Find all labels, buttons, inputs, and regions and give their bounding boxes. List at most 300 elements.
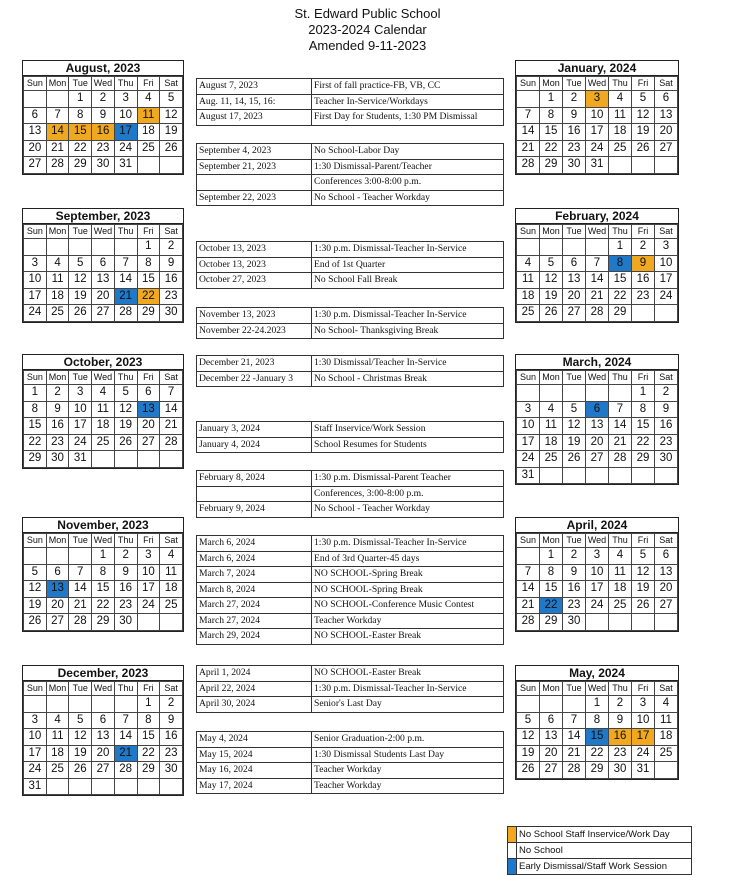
week-row [517, 107, 678, 124]
day-cell: 2 [632, 239, 655, 256]
day-name: Sun [24, 371, 47, 385]
day-cell: 25 [540, 451, 563, 468]
legend-label: Early Dismissal/Staff Work Session [517, 859, 692, 875]
day-cell: 9 [114, 564, 137, 581]
day-cell: 7 [563, 712, 586, 729]
day-cell: 17 [586, 581, 609, 598]
day-cell: 17 [517, 434, 540, 451]
event-group [196, 731, 504, 794]
event-date: February 8, 2024 [197, 471, 312, 487]
day-cell: 23 [655, 434, 678, 451]
day-cell: 12 [563, 418, 586, 435]
month-calendar [515, 208, 679, 323]
day-name: Sat [655, 682, 678, 696]
day-cell: 25 [92, 434, 115, 451]
day-cell: 26 [160, 140, 183, 157]
empty-day-cell [114, 696, 137, 713]
day-name: Tue [69, 682, 92, 696]
event-row [197, 190, 504, 206]
event-group [196, 665, 504, 713]
empty-day-cell [24, 548, 47, 565]
empty-day-cell [609, 385, 632, 402]
day-name: Sat [655, 534, 678, 548]
day-cell: 24 [586, 597, 609, 614]
event-row [197, 486, 504, 502]
month-title: August, 2023 [23, 61, 183, 76]
day-name: Mon [46, 371, 69, 385]
event-row [197, 356, 504, 372]
day-name: Thu [114, 225, 137, 239]
day-name: Thu [609, 77, 632, 91]
week-row [517, 255, 678, 272]
event-description: Teacher Workday [312, 778, 504, 794]
day-cell: 15 [540, 124, 563, 141]
empty-day-cell [586, 467, 609, 484]
day-name: Sun [517, 371, 540, 385]
day-cell: 4 [517, 255, 540, 272]
day-cell: 17 [655, 272, 678, 289]
week-row [517, 581, 678, 598]
day-cell: 31 [632, 762, 655, 779]
event-date: May 15, 2024 [197, 747, 312, 763]
day-cell: 11 [137, 107, 160, 124]
month-calendar [515, 517, 679, 632]
event-date: January 3, 2024 [197, 422, 312, 438]
day-cell: 12 [69, 272, 92, 289]
day-cell: 11 [517, 272, 540, 289]
event-row [197, 257, 504, 273]
day-names-row [517, 534, 678, 548]
day-cell: 22 [24, 434, 47, 451]
event-row [197, 308, 504, 324]
day-cell: 24 [137, 597, 160, 614]
day-cell: 17 [632, 729, 655, 746]
event-description: Staff Inservice/Work Session [312, 422, 504, 438]
day-cell: 31 [114, 157, 137, 174]
week-row [517, 288, 678, 305]
day-cell: 10 [24, 272, 47, 289]
event-date: January 4, 2024 [197, 437, 312, 453]
event-row [197, 567, 504, 583]
day-cell: 13 [92, 272, 115, 289]
week-row [24, 762, 183, 779]
day-cell: 16 [160, 729, 183, 746]
day-name: Sat [655, 77, 678, 91]
event-date: August 17, 2023 [197, 110, 312, 126]
week-row [517, 157, 678, 174]
day-cell: 15 [609, 272, 632, 289]
day-cell: 25 [160, 597, 183, 614]
day-cell: 22 [586, 745, 609, 762]
day-cell: 30 [563, 614, 586, 631]
week-row [517, 745, 678, 762]
day-cell: 8 [540, 107, 563, 124]
day-cell: 15 [586, 729, 609, 746]
day-cell: 29 [24, 451, 47, 468]
day-cell: 19 [69, 745, 92, 762]
day-cell: 26 [69, 305, 92, 322]
event-date: March 29, 2024 [197, 629, 312, 645]
day-name: Thu [609, 225, 632, 239]
day-cell: 1 [24, 385, 47, 402]
day-cell: 11 [609, 107, 632, 124]
day-cell: 21 [160, 418, 183, 435]
day-cell: 15 [137, 729, 160, 746]
empty-day-cell [563, 467, 586, 484]
day-name: Wed [92, 682, 115, 696]
week-row [24, 157, 183, 174]
empty-day-cell [609, 157, 632, 174]
day-cell: 16 [655, 418, 678, 435]
day-cell: 1 [137, 239, 160, 256]
day-cell: 19 [563, 434, 586, 451]
day-names-row [517, 77, 678, 91]
day-cell: 25 [46, 762, 69, 779]
day-name: Wed [586, 225, 609, 239]
day-cell: 20 [586, 434, 609, 451]
day-name: Mon [540, 77, 563, 91]
day-cell: 25 [517, 305, 540, 322]
empty-day-cell [655, 157, 678, 174]
day-cell: 20 [655, 581, 678, 598]
day-cell: 14 [609, 418, 632, 435]
day-cell: 21 [114, 745, 137, 762]
day-cell: 16 [92, 124, 115, 141]
day-cell: 12 [69, 729, 92, 746]
day-cell: 20 [137, 418, 160, 435]
event-date: October 13, 2023 [197, 242, 312, 258]
day-name: Tue [69, 371, 92, 385]
day-name: Mon [46, 77, 69, 91]
empty-day-cell [46, 239, 69, 256]
week-row [517, 564, 678, 581]
week-row [517, 451, 678, 468]
week-row [517, 239, 678, 256]
empty-day-cell [517, 385, 540, 402]
empty-day-cell [632, 614, 655, 631]
event-row [197, 371, 504, 387]
day-cell: 31 [24, 778, 47, 795]
day-name: Wed [586, 77, 609, 91]
day-name: Fri [137, 225, 160, 239]
empty-day-cell [92, 451, 115, 468]
month-title: October, 2023 [23, 355, 183, 370]
day-name: Thu [609, 371, 632, 385]
day-cell: 9 [46, 401, 69, 418]
day-name: Sun [517, 534, 540, 548]
day-cell: 4 [609, 91, 632, 108]
day-cell: 30 [160, 762, 183, 779]
empty-day-cell [517, 696, 540, 713]
day-cell: 22 [540, 597, 563, 614]
month-grid [516, 76, 678, 174]
day-cell: 24 [114, 140, 137, 157]
day-cell: 23 [609, 745, 632, 762]
amended-date: Amended 9-11-2023 [308, 38, 427, 53]
day-cell: 12 [632, 564, 655, 581]
event-row [197, 242, 504, 258]
day-cell: 4 [160, 548, 183, 565]
day-name: Sun [24, 682, 47, 696]
day-names-row [517, 371, 678, 385]
day-name: Sat [655, 371, 678, 385]
day-cell: 27 [137, 434, 160, 451]
day-cell: 11 [609, 564, 632, 581]
event-date: March 27, 2024 [197, 598, 312, 614]
day-cell: 14 [586, 272, 609, 289]
day-cell: 18 [609, 124, 632, 141]
day-cell: 15 [540, 581, 563, 598]
day-cell: 3 [69, 385, 92, 402]
week-row [24, 597, 183, 614]
day-cell: 9 [632, 255, 655, 272]
event-date: September 22, 2023 [197, 190, 312, 206]
day-name: Thu [114, 682, 137, 696]
day-cell: 10 [24, 729, 47, 746]
event-description: NO SCHOOL-Spring Break [312, 567, 504, 583]
empty-day-cell [540, 467, 563, 484]
event-description: No School - Teacher Workday [312, 190, 504, 206]
day-cell: 1 [632, 385, 655, 402]
week-row [24, 305, 183, 322]
day-cell: 6 [92, 255, 115, 272]
day-cell: 10 [632, 712, 655, 729]
day-cell: 14 [563, 729, 586, 746]
day-cell: 5 [160, 91, 183, 108]
day-cell: 29 [540, 614, 563, 631]
day-cell: 28 [46, 157, 69, 174]
day-cell: 7 [114, 255, 137, 272]
day-cell: 18 [137, 124, 160, 141]
day-cell: 27 [92, 762, 115, 779]
day-cell: 6 [563, 255, 586, 272]
legend-swatch-blue [508, 859, 517, 875]
event-date [197, 175, 312, 191]
day-cell: 7 [517, 564, 540, 581]
day-cell: 27 [24, 157, 47, 174]
event-row [197, 681, 504, 697]
day-cell: 27 [46, 614, 69, 631]
day-cell: 22 [69, 140, 92, 157]
day-name: Sun [24, 534, 47, 548]
empty-day-cell [69, 696, 92, 713]
empty-day-cell [586, 614, 609, 631]
legend-row [508, 859, 692, 875]
event-description: NO SCHOOL-Conference Music Contest [312, 598, 504, 614]
event-description: First Day for Students, 1:30 PM Dismissal [312, 110, 504, 126]
event-group [196, 355, 504, 387]
day-cell: 26 [540, 305, 563, 322]
event-description: No School - Teacher Workday [312, 502, 504, 518]
day-name: Fri [632, 371, 655, 385]
day-cell: 3 [632, 696, 655, 713]
day-cell: 1 [92, 548, 115, 565]
event-row [197, 763, 504, 779]
day-name: Sat [160, 682, 183, 696]
event-row [197, 629, 504, 645]
day-cell: 29 [92, 614, 115, 631]
day-name: Wed [92, 534, 115, 548]
day-cell: 28 [517, 157, 540, 174]
day-cell: 5 [24, 564, 47, 581]
event-row [197, 598, 504, 614]
event-row [197, 273, 504, 289]
day-cell: 7 [46, 107, 69, 124]
empty-day-cell [160, 778, 183, 795]
day-cell: 9 [160, 255, 183, 272]
week-row [24, 548, 183, 565]
day-name: Mon [540, 225, 563, 239]
day-cell: 16 [563, 124, 586, 141]
day-cell: 21 [114, 288, 137, 305]
day-cell: 4 [46, 712, 69, 729]
day-cell: 17 [24, 745, 47, 762]
event-date: December 21, 2023 [197, 356, 312, 372]
calendar-year: 2023-2024 Calendar [308, 22, 427, 37]
day-cell: 3 [586, 91, 609, 108]
day-name: Mon [540, 534, 563, 548]
week-row [517, 305, 678, 322]
day-cell: 15 [69, 124, 92, 141]
school-name: St. Edward Public School [294, 6, 441, 21]
day-cell: 25 [609, 140, 632, 157]
day-names-row [517, 225, 678, 239]
day-cell: 19 [69, 288, 92, 305]
event-description: Conferences, 3:00-8:00 p.m. [312, 486, 504, 502]
day-cell: 4 [655, 696, 678, 713]
day-cell: 24 [24, 305, 47, 322]
day-cell: 23 [46, 434, 69, 451]
month-grid [23, 76, 183, 174]
day-cell: 21 [586, 288, 609, 305]
week-row [517, 401, 678, 418]
week-row [517, 597, 678, 614]
calendar-header [0, 6, 735, 54]
day-name: Mon [46, 534, 69, 548]
day-cell: 20 [46, 597, 69, 614]
day-cell: 23 [160, 745, 183, 762]
day-cell: 28 [114, 762, 137, 779]
day-name: Fri [632, 534, 655, 548]
event-description: No School- Thanksgiving Break [312, 323, 504, 339]
week-row [517, 385, 678, 402]
month-title: December, 2023 [23, 666, 183, 681]
event-description: NO SCHOOL-Spring Break [312, 582, 504, 598]
event-description: 1:30 p.m. Dismissal-Teacher In-Service [312, 242, 504, 258]
day-cell: 12 [540, 272, 563, 289]
day-cell: 29 [137, 305, 160, 322]
event-date: November 22-24.2023 [197, 323, 312, 339]
day-cell: 29 [632, 451, 655, 468]
day-cell: 21 [563, 745, 586, 762]
day-cell: 21 [517, 597, 540, 614]
event-description: No School - Christmas Break [312, 371, 504, 387]
day-cell: 10 [655, 255, 678, 272]
day-cell: 17 [114, 124, 137, 141]
day-cell: 3 [24, 712, 47, 729]
day-cell: 14 [69, 581, 92, 598]
week-row [517, 696, 678, 713]
day-cell: 16 [160, 272, 183, 289]
event-description: 1:30 p.m. Dismissal-Parent Teacher [312, 471, 504, 487]
day-name: Fri [632, 682, 655, 696]
day-cell: 20 [92, 745, 115, 762]
day-name: Sat [160, 371, 183, 385]
day-cell: 11 [46, 729, 69, 746]
day-cell: 30 [609, 762, 632, 779]
day-cell: 19 [24, 597, 47, 614]
day-cell: 2 [46, 385, 69, 402]
day-cell: 10 [586, 564, 609, 581]
empty-day-cell [632, 467, 655, 484]
day-cell: 2 [563, 91, 586, 108]
day-name: Thu [609, 534, 632, 548]
day-cell: 3 [586, 548, 609, 565]
day-cell: 18 [517, 288, 540, 305]
empty-day-cell [69, 548, 92, 565]
week-row [24, 140, 183, 157]
empty-day-cell [160, 614, 183, 631]
day-cell: 26 [563, 451, 586, 468]
empty-day-cell [540, 696, 563, 713]
day-cell: 16 [632, 272, 655, 289]
day-cell: 5 [632, 91, 655, 108]
empty-day-cell [69, 778, 92, 795]
event-date: April 22, 2024 [197, 681, 312, 697]
day-cell: 27 [92, 305, 115, 322]
day-cell: 30 [655, 451, 678, 468]
day-name: Fri [137, 682, 160, 696]
day-cell: 8 [92, 564, 115, 581]
event-row [197, 110, 504, 126]
day-cell: 10 [69, 401, 92, 418]
event-description: 1:30 p.m. Dismissal-Teacher In-Service [312, 536, 504, 552]
day-cell: 27 [540, 762, 563, 779]
day-cell: 23 [563, 597, 586, 614]
day-cell: 21 [609, 434, 632, 451]
empty-day-cell [137, 157, 160, 174]
empty-day-cell [609, 614, 632, 631]
month-title: November, 2023 [23, 518, 183, 533]
empty-day-cell [114, 239, 137, 256]
event-date: February 9, 2024 [197, 502, 312, 518]
event-description: No School Fall Break [312, 273, 504, 289]
day-cell: 10 [517, 418, 540, 435]
day-cell: 20 [655, 124, 678, 141]
event-date: March 7, 2024 [197, 567, 312, 583]
day-cell: 7 [69, 564, 92, 581]
day-cell: 3 [655, 239, 678, 256]
event-description: First of fall practice-FB, VB, CC [312, 79, 504, 95]
event-date: Aug. 11, 14, 15, 16: [197, 94, 312, 110]
day-cell: 24 [24, 762, 47, 779]
day-cell: 1 [137, 696, 160, 713]
day-cell: 30 [92, 157, 115, 174]
event-description: 1:30 Dismissal/Teacher In-Service [312, 356, 504, 372]
day-cell: 3 [137, 548, 160, 565]
empty-day-cell [540, 239, 563, 256]
day-cell: 22 [540, 140, 563, 157]
day-cell: 19 [632, 124, 655, 141]
day-cell: 14 [46, 124, 69, 141]
day-cell: 19 [160, 124, 183, 141]
day-cell: 24 [586, 140, 609, 157]
day-cell: 28 [517, 614, 540, 631]
week-row [24, 614, 183, 631]
week-row [24, 418, 183, 435]
day-cell: 25 [609, 597, 632, 614]
day-cell: 9 [563, 107, 586, 124]
